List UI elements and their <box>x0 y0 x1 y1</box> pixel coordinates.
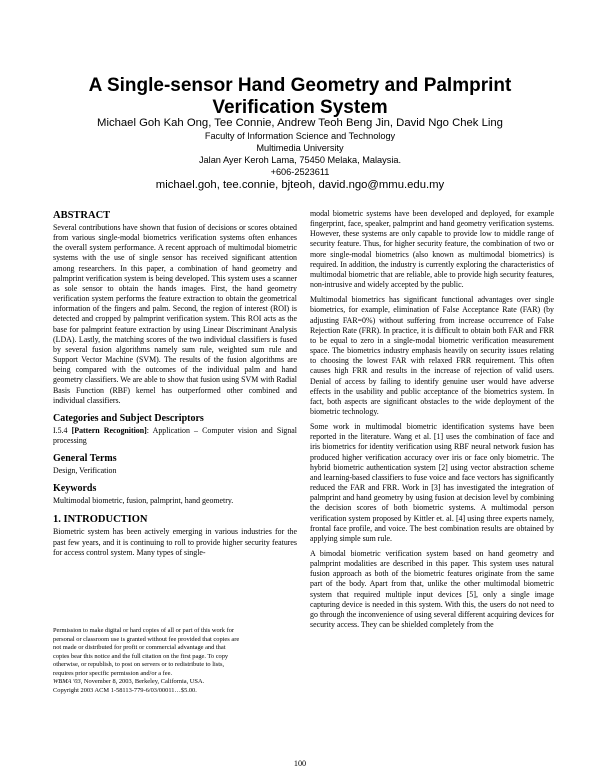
affiliation-address: Jalan Ayer Keroh Lama, 75450 Melaka, Malaysia. <box>198 155 402 165</box>
title-line-1: A Single-sensor Hand Geometry and Palmprint <box>88 75 512 96</box>
affiliation-university: Multimedia University <box>256 143 344 153</box>
abstract-text: Several contributions have shown that fusion of decisions or scores obtained from various single-modal biometrics verification systems often enhances the overall system performance. A recent approach of multimodal biometric systems with the use of single sensor has received significant attention among researchers. In this paper, a combination of hand geometry and palmprint verification system is being developed. This system uses a scanner as sole sensor to obtain the hands images. First, the hand geometry verification system performs the feature extraction to obtain the geometrical information of the fingers and palm. Second, the region of interest (ROI) is detected and cropped by palmprint verification system. This ROI acts as the base for palmprint feature extraction by using Linear Discriminant Analysis (LDA). Lastly, the matching scores of the two individual classifiers is fused by several fusion algorithms namely sum rule, weighted sum rule and Support Vector Machine (SVM). The results of the fusion algorithms are being compared with the outcomes of the individual palm and hand geometry classifiers. We are able to show that fusion using SVM with Radial Basis Function (RBF) kernel has outperformed other combined and individual classifiers. <box>53 223 297 405</box>
left-column <box>53 209 297 563</box>
permission-line: copies bear this notice and the full citation on the first page. To copy <box>53 652 229 660</box>
title-line-2: Verification System <box>212 97 388 118</box>
categories-descriptor: [Pattern Recognition] <box>71 425 147 435</box>
abstract-heading: ABSTRACT <box>53 210 111 221</box>
permission-line: Permission to make digital or hard copies of all or part of this work for <box>53 627 235 634</box>
general-terms-text: Design, Verification <box>53 466 117 476</box>
paper-title <box>60 75 540 119</box>
introduction-text: Biometric system has been actively emerging in various industries for the past few years, and it is continuing to roll to provide higher security features for access control system. Many types of single- <box>53 527 297 557</box>
introduction-heading: 1. INTRODUCTION <box>53 514 148 526</box>
keywords-heading: Keywords <box>53 483 97 495</box>
venue-details: , November 8, 2003, Berkeley, California, USA. <box>80 678 205 685</box>
venue-abbrev: WBMA '03 <box>53 678 81 685</box>
permission-line: otherwise, or republish, to post on servers or to redistribute to lists, <box>53 661 225 668</box>
copyright-line: Copyright 2003 ACM 1-58113-779-6/03/00011…$5.00. <box>53 686 197 694</box>
affiliation-block <box>100 130 500 178</box>
body-paragraph: Multimodal biometrics has significant functional advantages over single biometrics, for example, elimination of False Acceptance Rate (FAR) (by adjusting FAR=0%) without suffering from increase occurrence of False Rejection Rate (FRR). In practice, it is difficult to obtain both FAR and FRR to be equal to zero in a single-modal biometric verification measurement space. The biometrics industry emphasis heavily on security issues relating to choosing the lowest FAR with relaxed FRR requirement. This often causes high FRR and results in the increase of rejection of valid users. Denial of access by failing to identify genuine user would have adverse effects in the usability and public acceptance of the biometrics system. In fact, both aspects are significant obstacles to the wide deployment of the biometric technology. <box>310 295 554 416</box>
affiliation-phone: +606-2523611 <box>270 167 330 177</box>
categories-heading: Categories and Subject Descriptors <box>53 412 204 424</box>
author-list: Michael Goh Kah Ong, Tee Connie, Andrew Teoh Beng Jin, David Ngo Chek Ling <box>97 117 503 129</box>
categories-rest: : Application – Computer vision and Signal processing <box>53 425 297 445</box>
page-number: 100 <box>293 759 307 768</box>
permission-notice <box>53 627 287 695</box>
permission-line: personal or classroom use is granted without fee provided that copies are <box>53 635 240 643</box>
body-paragraph: A bimodal biometric verification system based on hand geometry and palmprint modalities are described in this paper. This system uses natural fusion approach as both of the biometric features originate from the same part of the body. Apart from that, unlike the other multimodal biometric system that required multiple input devices [5], only a single image capturing device is needed in this system. With this, the users do not need to go through the inconvenience of using several different acquiring devices for security access. They can be shielded completely from the <box>310 549 554 630</box>
categories-text <box>53 426 297 446</box>
venue-line <box>53 678 287 687</box>
general-terms-heading: General Terms <box>53 453 117 465</box>
permission-line: not made or distributed for profit or commercial advantage and that <box>53 644 226 651</box>
categories-code: I.5.4 <box>53 425 68 435</box>
permission-line: requires prior specific permission and/or a fee. <box>53 669 173 677</box>
author-emails: michael.goh, tee.connie, bjteoh, david.ngo@mmu.edu.my <box>155 179 445 191</box>
body-paragraph: Some work in multimodal biometric identification systems have been reported in the literature. Wang et al. [1] uses the combination of face and iris biometrics for identity verification using RBF neural network fusion has produced higher verification accuracy over iris or face only biometric. The hybrid biometric authentication system [2] using vector abstraction scheme and learning-based classifiers to fuse voice and face vectors has significantly reduced the FAR and FRR. Work in [3] has investigated the integration of palmprint and hand geometry by using fusion at decision level by combining the decision scores of both biometric systems. A multimodal person verification system proposed by Kittler et. al. [4] using three experts namely, frontal face profile, and voice. The best combination results are obtained by applying simple sum rule. <box>310 422 554 543</box>
right-column <box>310 209 554 635</box>
body-paragraph: modal biometric systems have been developed and deployed, for example fingerprint, face, speaker, palmprint and hand geometry verification systems. However, these systems are only capable to provide low to middle range of security feature. Thus, for higher security feature, the combination of two or more single-modal biometrics (also known as multimodal biometrics) is required. In addition, the industry is currently exploring the characteristics of multimodal biometric that are reliable, able to provide high security features, non-intrusive and widely accepted by the public. <box>310 209 554 290</box>
keywords-text: Multimodal biometric, fusion, palmprint, hand geometry. <box>53 496 234 506</box>
affiliation-faculty: Faculty of Information Science and Technology <box>204 131 396 141</box>
